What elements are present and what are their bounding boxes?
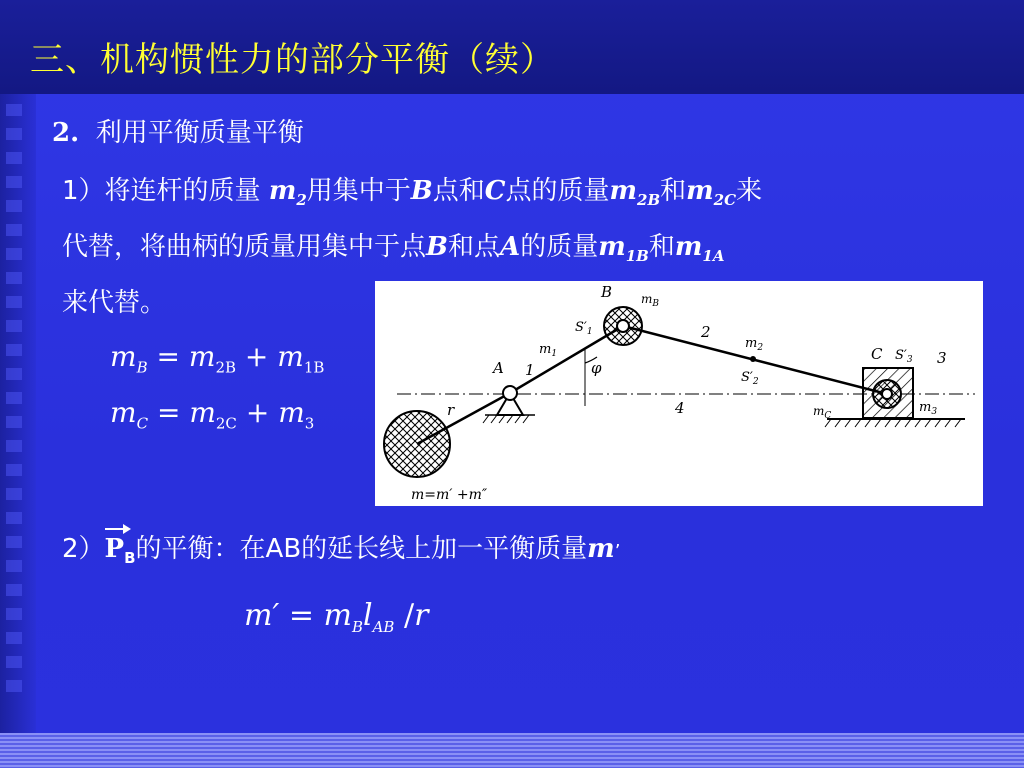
decor-square: [6, 680, 22, 692]
var-m: m: [609, 176, 638, 206]
mechanism-figure: [375, 281, 983, 506]
vector-P-letter: P: [104, 534, 125, 564]
item1-line1: [62, 170, 762, 209]
var-m: m: [686, 176, 714, 206]
label-mC: $m_C$: [813, 404, 832, 421]
decor-square: [6, 248, 22, 260]
eq-plus: +: [245, 396, 270, 429]
decor-square: [6, 272, 22, 284]
decor-square: [6, 536, 22, 548]
var-m: m: [587, 534, 615, 564]
var-m: m: [674, 232, 703, 262]
item1-prefix: 1）将连杆的质量: [62, 176, 261, 206]
var-B: B: [426, 232, 448, 262]
label-B: B: [601, 283, 613, 301]
decor-square: [6, 416, 22, 428]
eq-term: m: [110, 340, 137, 373]
var-A: A: [500, 232, 521, 262]
eq-term: m: [188, 340, 216, 373]
label-m2: $m_2$: [745, 336, 764, 353]
label-r: r: [447, 401, 455, 419]
label-S2: $S'_2$: [741, 370, 759, 387]
label-A: A: [493, 359, 504, 377]
var-sub: 2B: [637, 191, 661, 210]
pivot-A: [503, 386, 517, 400]
label-m3: $m_3$: [919, 400, 938, 417]
vector-P-sub: B: [124, 549, 136, 568]
section-heading: [52, 112, 304, 149]
section-title: 利用平衡质量平衡: [95, 118, 304, 148]
eq-sub: B: [351, 618, 363, 636]
item1-text: 点的质量: [505, 176, 610, 206]
item1-text: 来: [736, 176, 763, 206]
eq-equals: =: [288, 598, 314, 633]
item1-text: 点和: [432, 176, 485, 206]
eq-sub: 3: [304, 414, 315, 433]
left-decor-strip: [0, 94, 36, 734]
var-C: C: [484, 176, 506, 206]
label-S3: $S'_3$: [895, 348, 913, 365]
label-S1: $S'_1$: [575, 320, 593, 337]
eq-equals: =: [156, 340, 180, 373]
decor-square: [6, 320, 22, 332]
decor-square: [6, 104, 22, 116]
equation-mC: [110, 396, 314, 433]
equation-mB: [110, 340, 324, 377]
bottom-decor-bar: [0, 733, 1024, 768]
decor-square: [6, 392, 22, 404]
var-B: B: [410, 176, 433, 206]
var-sub: 1A: [702, 247, 725, 266]
var-m: m: [268, 176, 297, 206]
eq-divide: /: [404, 598, 415, 633]
equation-mprime: [244, 598, 428, 636]
item1-text: 代替，将曲柄的质量用集中于点: [62, 232, 427, 262]
item2-text: 的平衡：在AB的延长线上加一平衡质量: [135, 534, 588, 564]
item1-text: 和: [648, 232, 675, 262]
eq-plus: +: [244, 340, 269, 373]
var-sub: 2C: [713, 191, 737, 210]
decor-square: [6, 200, 22, 212]
decor-square: [6, 488, 22, 500]
decor-square: [6, 608, 22, 620]
eq-term: m: [189, 396, 216, 429]
var-m: m: [598, 232, 626, 262]
label-2: 2: [701, 323, 711, 341]
eq-term: m′: [244, 598, 280, 633]
eq-term: l: [362, 598, 373, 633]
slide-title: 三、机构惯性力的部分平衡（续）: [30, 40, 555, 80]
label-mass-equation: m=m′ +m″: [411, 487, 488, 503]
label-3: 3: [937, 349, 947, 367]
item1-line2: [62, 226, 724, 265]
eq-term: m: [278, 396, 305, 429]
var-sub: 2: [296, 191, 307, 210]
var-prime: ’: [614, 541, 621, 562]
decor-square: [6, 296, 22, 308]
joint-C: [882, 389, 892, 399]
eq-sub: 1B: [303, 358, 325, 377]
decor-square: [6, 128, 22, 140]
eq-sub: B: [136, 358, 148, 377]
decor-square: [6, 224, 22, 236]
item1-text: 和点: [448, 232, 501, 262]
eq-sub: 2C: [215, 414, 237, 433]
eq-term: m: [110, 396, 137, 429]
label-C: C: [871, 345, 883, 363]
decor-square: [6, 584, 22, 596]
var-sub: 1B: [625, 247, 649, 266]
decor-square: [6, 632, 22, 644]
decor-square: [6, 176, 22, 188]
joint-B: [617, 320, 629, 332]
label-mB: $m_B$: [641, 292, 660, 309]
item2-prefix: 2）: [62, 534, 105, 564]
eq-term: m: [323, 598, 352, 633]
eq-sub: C: [136, 414, 149, 433]
decor-square: [6, 656, 22, 668]
section-number: 2.: [52, 118, 80, 148]
label-m1: $m_1$: [539, 342, 558, 359]
eq-term: r: [414, 598, 429, 633]
item1-text: 和: [660, 176, 687, 206]
decor-square: [6, 440, 22, 452]
decor-square: [6, 464, 22, 476]
eq-term: m: [277, 340, 304, 373]
decor-square: [6, 368, 22, 380]
ground-A-hatch: [483, 415, 529, 423]
slider-crank-diagram: [375, 281, 983, 506]
eq-equals: =: [156, 396, 181, 429]
label-phi: φ: [591, 359, 602, 377]
ground-slider-hatch: [825, 419, 961, 427]
decor-square: [6, 560, 22, 572]
eq-sub: 2B: [215, 358, 237, 377]
centroid-S2: [750, 356, 756, 362]
decor-square: [6, 152, 22, 164]
decor-square: [6, 344, 22, 356]
item2-line: [62, 528, 620, 567]
decor-square: [6, 512, 22, 524]
label-1: 1: [525, 361, 535, 379]
item1-text: 用集中于: [306, 176, 411, 206]
item1-line3: 来代替。: [62, 288, 167, 318]
vector-P: [105, 534, 125, 564]
label-4: 4: [675, 399, 685, 417]
item1-text: 的质量: [520, 232, 599, 262]
eq-sub: AB: [372, 618, 395, 636]
title-bar: [0, 0, 1024, 94]
